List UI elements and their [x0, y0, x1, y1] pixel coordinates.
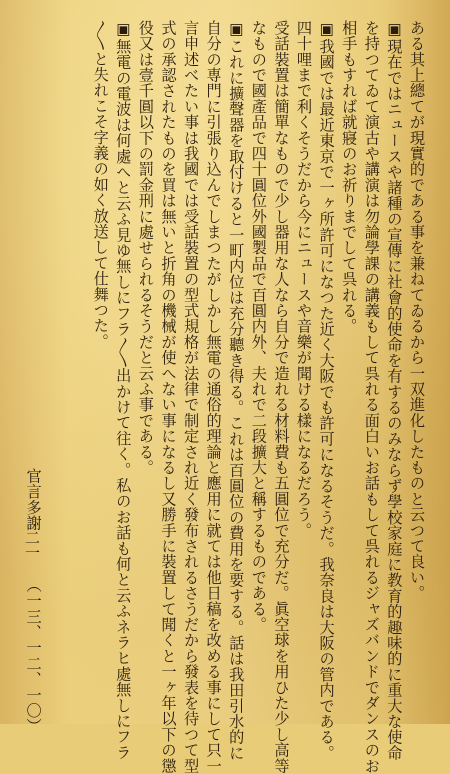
text-line: を持つてゐて演古や講演は勿論學課の講義もして呉れる面白いお話もして呉れるジャズバンドでダンスのお — [362, 20, 381, 774]
author-signature: 官言多謝 — [24, 468, 43, 531]
text-line: ▣現在ではニュースや諸種の宣傳に社會的使命を有するのみならず學校家庭に教育的趣味的に重大な使命 — [385, 20, 404, 761]
text-line: ▣無電の電波は何處へと云ふ見ゆ無しにフラ〳〵出かけて往く。私のお話も何と云ふネラヒ處無しにフラ — [114, 20, 133, 761]
page-number: 二一 — [23, 530, 41, 560]
body-text — [89, 20, 428, 774]
text-line: 〳〵と失れこそ字義の如く放送して仕舞つた。 — [91, 20, 110, 350]
text-line: ▣我國では最近東京で一ヶ所許可になつた近く大阪でも許可になるそうだ。我奈良は大阪の管内である。 — [317, 20, 336, 761]
text-line: 受話裝置は簡單なもので少し器用な人なら自分で造れる材料費も五圓位で充分だ。眞空球を用ひた少し高等 — [272, 20, 291, 774]
text-line: なもので國產品で四十圓位外國製品で百圓内外、夫れで二段擴大と稱するものである。 — [249, 20, 268, 633]
document-date: （一三、一二、一〇） — [24, 577, 43, 735]
text-line: 言申述べたい事は我國では受話裝置の型式規格が法律で制定され近く發布されるさうだから發表を待つて型 — [182, 20, 201, 774]
text-line: 役又は壹千圓以下の罰金刑に處せられるそうだと云ふ事である。 — [136, 20, 155, 476]
text-line: ある其上總てが現實的である事を兼ねてゐるから一双進化したものと云つて良い。 — [408, 20, 426, 601]
text-line: 相手もすれば就寢のお祈りまでして呉れる。 — [340, 20, 359, 334]
text-line: 四十哩まで利くそうだから今にニュースや音樂が聞ける樣になるだろう。 — [295, 20, 314, 539]
text-line: ▣これに擴聲器を取付けると一町内位は充分聽き得る。これは百圓位の費用を要する。話は我田引水的に — [227, 20, 246, 761]
text-line: 式の承認されたものを買は無いと折角の機械が使へない事になるし又勝手に裝置して聞くと一ヶ年以下の懲 — [159, 20, 178, 774]
text-line: 自分の専門に引張り込んでしまつたがしかし無電の通俗的理論と應用に就ては他日稿を改める事にして只一 — [204, 20, 223, 774]
signature-column — [22, 468, 45, 735]
